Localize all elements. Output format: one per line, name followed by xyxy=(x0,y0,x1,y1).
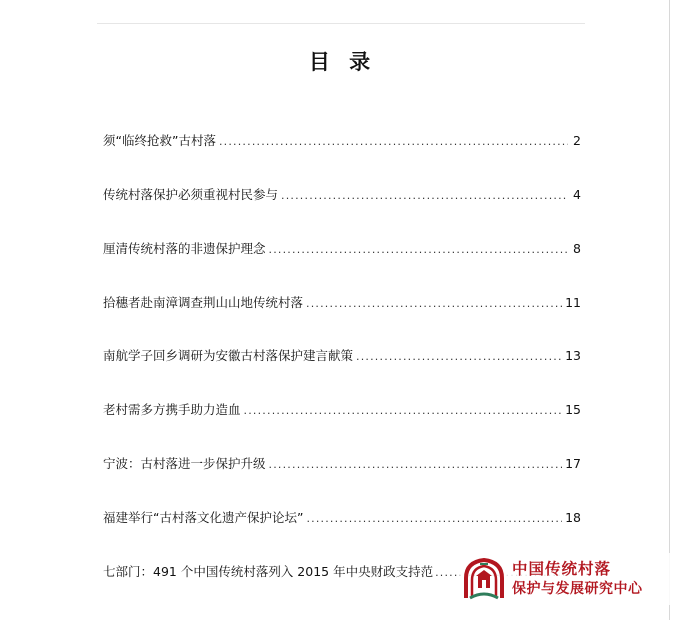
toc-entry[interactable] xyxy=(103,400,581,420)
toc-entry-title: 拾穗者赴南漳调查荆山山地传统村落 xyxy=(103,295,304,310)
toc-entry-page: 11 xyxy=(565,295,581,310)
toc-entry-page: 17 xyxy=(565,456,581,471)
toc-entry-page: 4 xyxy=(573,187,581,202)
village-gate-logo-icon xyxy=(460,554,508,604)
watermark-text xyxy=(512,558,643,600)
toc-entry-title: 厘清传统村落的非遗保护理念 xyxy=(103,241,266,256)
toc-entry-page: 15 xyxy=(565,402,581,417)
toc-entry-title: 传统村落保护必须重视村民参与 xyxy=(103,187,279,202)
toc-entry-page: 13 xyxy=(565,348,581,363)
toc-entry-title: 七部门：491 个中国传统村落列入 2015 年中央财政支持范 xyxy=(103,564,434,579)
toc-entry-title: 宁波：古村落进一步保护升级 xyxy=(103,456,266,471)
toc-entry-title: 南航学子回乡调研为安徽古村落保护建言献策 xyxy=(103,348,354,363)
toc-dot-leader xyxy=(281,186,568,206)
toc-entry-page: 2 xyxy=(573,133,581,148)
toc-entry[interactable] xyxy=(103,454,581,474)
header-divider xyxy=(97,23,585,24)
toc-entry[interactable] xyxy=(103,508,581,528)
toc-dot-leader xyxy=(244,401,563,421)
toc-dot-leader xyxy=(306,509,562,529)
toc-entry[interactable] xyxy=(103,239,581,259)
toc-dot-leader xyxy=(269,240,568,260)
watermark-line1: 中国传统村落 xyxy=(512,559,612,578)
watermark-line2: 保护与发展研究中心 xyxy=(512,581,643,597)
watermark xyxy=(460,553,672,605)
toc-entry[interactable] xyxy=(103,293,581,313)
toc-entry-page: 18 xyxy=(565,510,581,525)
toc-dot-leader xyxy=(219,132,568,152)
toc-entry-title: 福建举行“古村落文化遗产保护论坛” xyxy=(103,510,304,525)
toc-entry[interactable] xyxy=(103,346,581,366)
toc-entry-title: 须“临终抢救”古村落 xyxy=(103,133,216,148)
page-edge-divider xyxy=(669,0,670,620)
toc-dot-leader xyxy=(356,347,562,367)
toc-entry[interactable] xyxy=(103,185,581,205)
toc-entry[interactable] xyxy=(103,131,581,151)
toc-entry-page: 8 xyxy=(573,241,581,256)
toc-dot-leader xyxy=(306,294,562,314)
page-title: 目 录 xyxy=(308,49,377,74)
toc-dot-leader xyxy=(269,455,563,475)
toc-entry-title: 老村需多方携手助力造血 xyxy=(103,402,241,417)
